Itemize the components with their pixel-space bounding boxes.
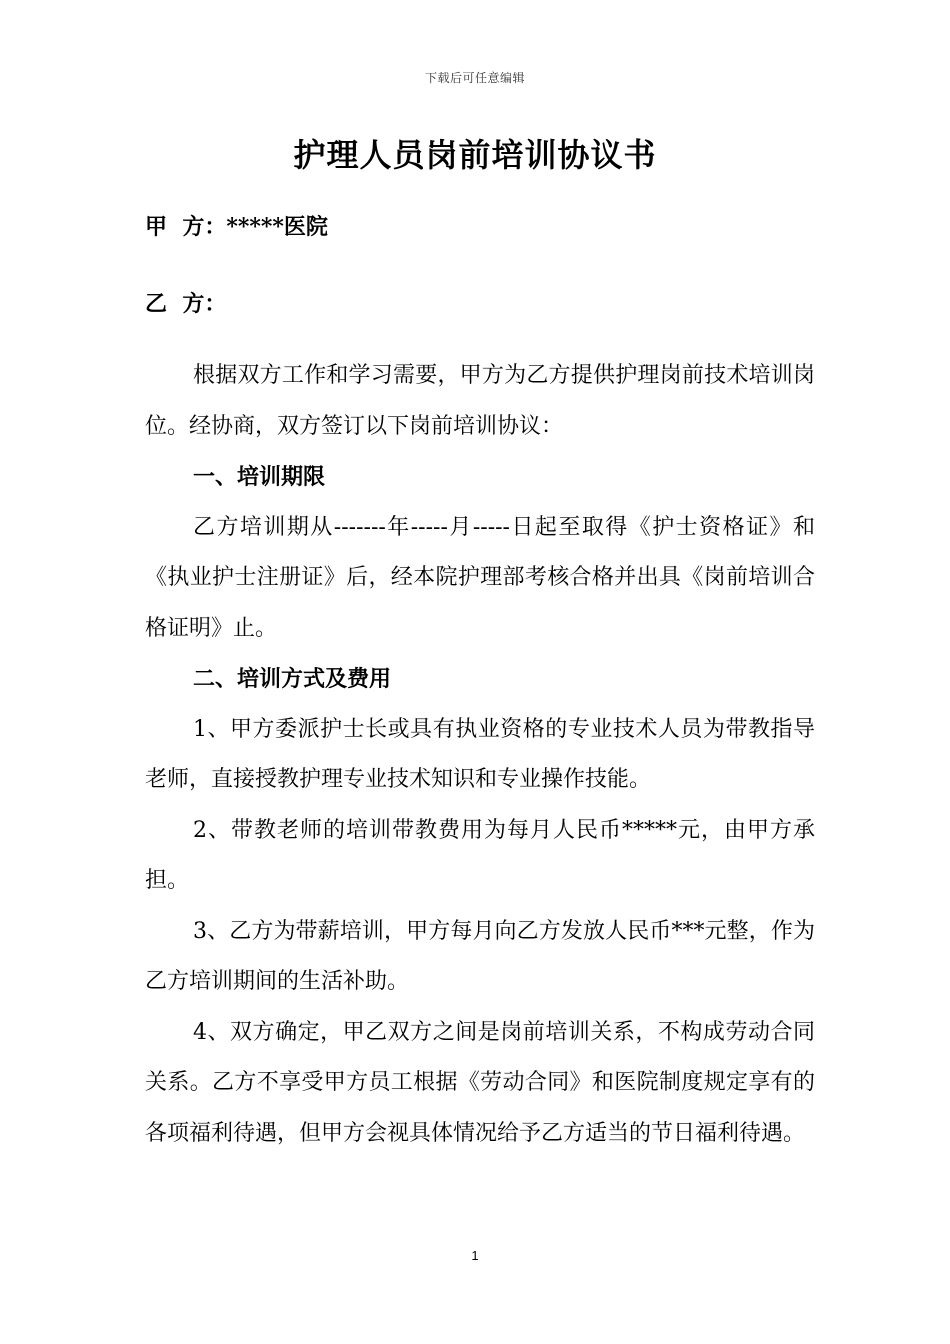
document-body xyxy=(145,351,815,1159)
section-2-item-1: 1、甲方委派护士长或具有执业资格的专业技术人员为带教指导老师，直接授教护理专业技术知识和专业操作技能。 xyxy=(145,716,815,792)
section-1-paragraph: 乙方培训期从-------年-----月-----日起至取得《护士资格证》和《执业护士注册证》后，经本院护理部考核合格并出具《岗前培训合格证明》止。 xyxy=(145,514,815,641)
party-a-line: 甲 方：*****医院 xyxy=(145,214,328,240)
section-2-item-3: 3、乙方为带薪培训，甲方每月向乙方发放人民币***元整，作为乙方培训期间的生活补助。 xyxy=(145,918,815,994)
header-note: 下载后可任意编辑 xyxy=(424,71,525,85)
intro-paragraph: 根据双方工作和学习需要，甲方为乙方提供护理岗前技术培训岗位。经协商，双方签订以下岗前培训协议： xyxy=(145,363,815,439)
section-2-heading: 二、培训方式及费用 xyxy=(193,666,392,692)
page-number: 1 xyxy=(471,1248,479,1263)
section-2-item-4: 4、双方确定，甲乙双方之间是岗前培训关系，不构成劳动合同关系。乙方不享受甲方员工根据《劳动合同》和医院制度规定享有的各项福利待遇，但甲方会视具体情况给予乙方适当的节日福利待遇。 xyxy=(145,1019,815,1146)
section-1-heading: 一、培训期限 xyxy=(193,464,326,490)
document-title: 护理人员岗前培训协议书 xyxy=(293,136,657,174)
section-2-item-2: 2、带教老师的培训带教费用为每月人民币*****元，由甲方承担。 xyxy=(145,817,815,893)
party-b-line: 乙 方： xyxy=(145,291,227,317)
